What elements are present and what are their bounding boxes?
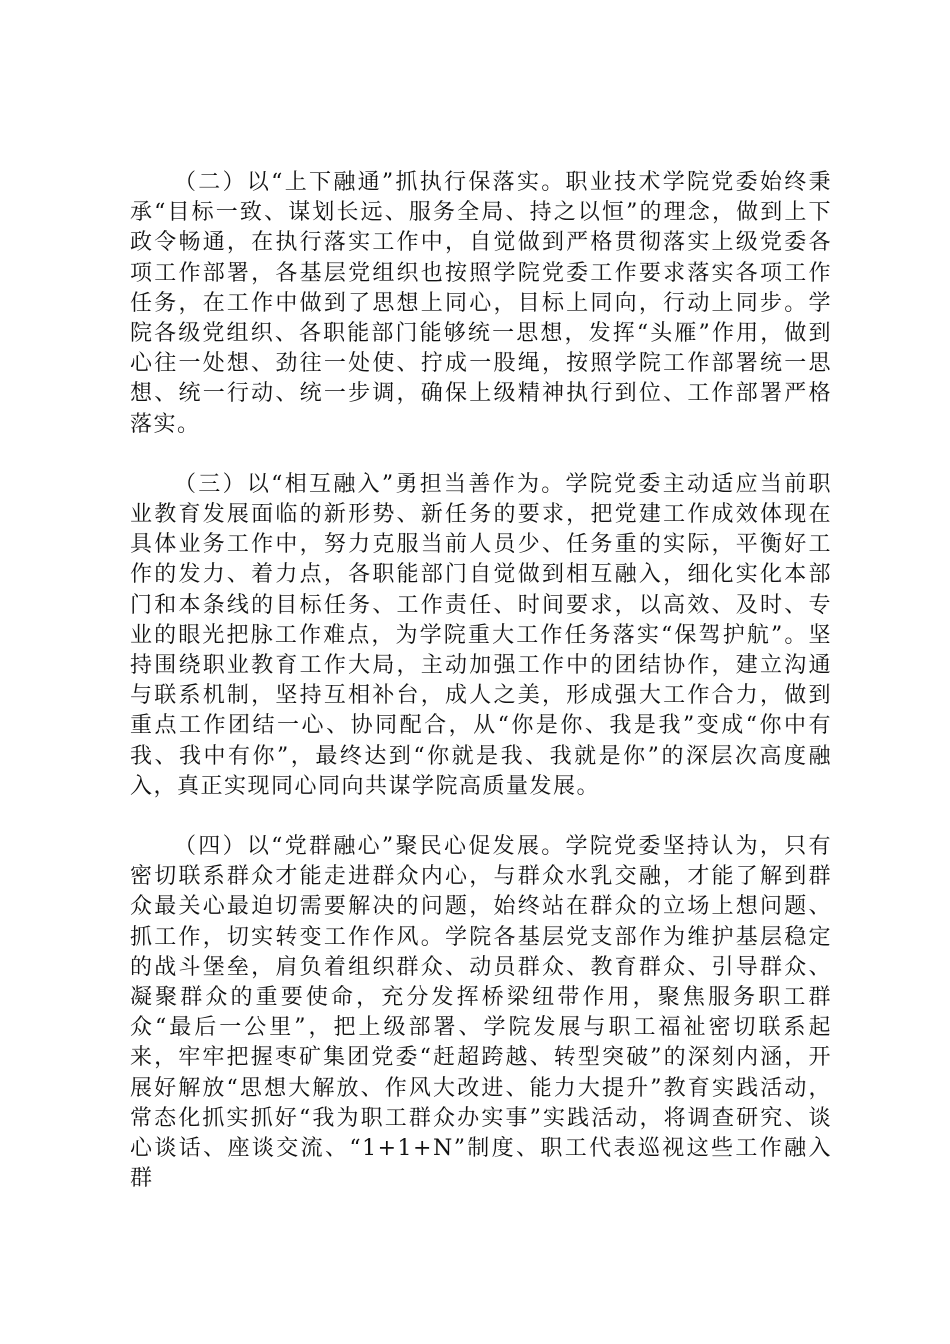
paragraph-section-4: （四）以“党群融心”聚民心促发展。学院党委坚持认为，只有密切联系群众才能走进群众内心，与群众水乳交融，才能了解到群众最关心最迫切需要解决的问题，始终站在群众的立场上想问题、抓工作，切实转变工作作风。学院各基层党支部作为维护基层稳定的战斗堡垒，肩负着组织群众、动员群众、教育群众、引导群众、凝聚群众的重要使命，充分发挥桥梁纽带作用，聚焦服务职工群众“最后一公里”，把上级部署、学院发展与职工福祉密切联系起来，牢牢把握枣矿集团党委“赶超跨越、转型突破”的深刻内涵，开展好解放“思想大解放、作风大改进、能力大提升”教育实践活动，常态化抓实抓好“我为职工群众办实事”实践活动，将调查研究、谈心谈话、座谈交流、“1+1+N”制度、职工代表巡视这些工作融入群 bbox=[130, 834, 832, 1192]
paragraph-section-3: （三）以“相互融入”勇担当善作为。学院党委主动适应当前职业教育发展面临的新形势、新任务的要求，把党建工作成效体现在具体业务工作中，努力克服当前人员少、任务重的实际，平衡好工作的发力、着力点，各职能部门自觉做到相互融入，细化实化本部门和本条线的目标任务、工作责任、时间要求，以高效、及时、专业的眼光把脉工作难点，为学院重大工作任务落实“保驾护航”。坚持围绕职业教育工作大局，主动加强工作中的团结协作，建立沟通与联系机制，坚持互相补台，成人之美，形成强大工作合力，做到重点工作团结一心、协同配合，从“你是你、我是我”变成“你中有我、我中有你”，最终达到“你就是我、我就是你”的深层次高度融入，真正实现同心同向共谋学院高质量发展。 bbox=[130, 471, 832, 799]
document-body bbox=[130, 168, 832, 1195]
paragraph-section-2: （二）以“上下融通”抓执行保落实。职业技术学院党委始终秉承“目标一致、谋划长远、服务全局、持之以恒”的理念，做到上下政令畅通，在执行落实工作中，自觉做到严格贯彻落实上级党委各项工作部署，各基层党组织也按照学院党委工作要求落实各项工作任务，在工作中做到了思想上同心，目标上同向，行动上同步。学院各级党组织、各职能部门能够统一思想，发挥“头雁”作用，做到心往一处想、劲往一处使、拧成一股绳，按照学院工作部署统一思想、统一行动、统一步调，确保上级精神执行到位、工作部署严格落实。 bbox=[130, 170, 832, 437]
